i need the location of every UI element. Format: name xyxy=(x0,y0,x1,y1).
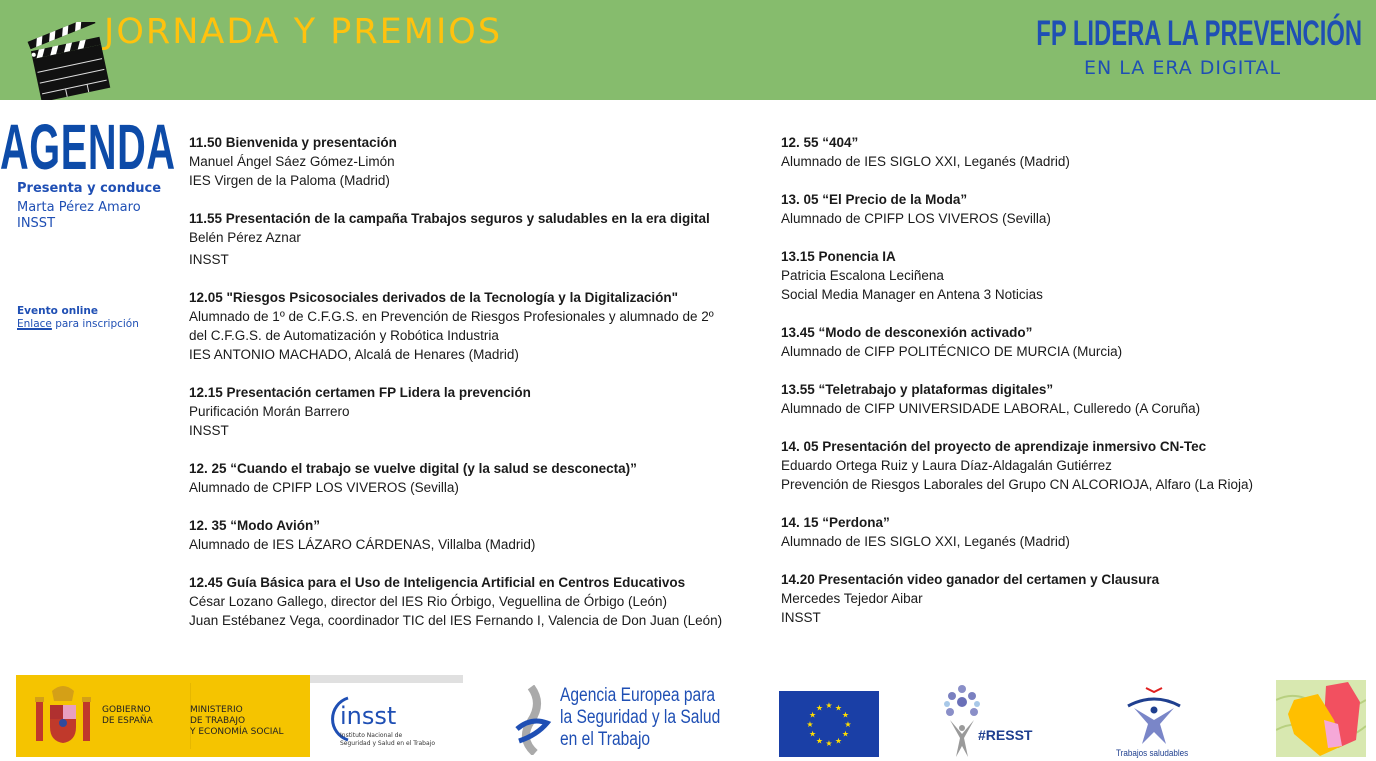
insst-wordmark: insst xyxy=(340,702,397,730)
agenda-item xyxy=(781,133,1341,171)
agenda-item-detail: Belén Pérez Aznar xyxy=(189,230,301,245)
agenda-item-detail: Patricia Escalona Leciñena xyxy=(781,268,944,283)
insst-logo-bar xyxy=(310,675,463,683)
footer-logos xyxy=(0,670,1376,757)
eu-star-icon: ★ xyxy=(825,739,833,748)
agenda-item-title: 12. 55 “404” xyxy=(781,135,859,150)
eu-star-icon: ★ xyxy=(808,710,817,720)
agenda-item-detail: Alumnado de CIFP POLITÉCNICO DE MURCIA (Murcia) xyxy=(781,344,1123,359)
agenda-column-left xyxy=(189,133,759,649)
agenda-item-title: 13.15 Ponencia IA xyxy=(781,249,896,264)
agenda-item xyxy=(189,383,759,440)
eu-star-icon: ★ xyxy=(841,729,850,739)
agenda-item-detail: IES ANTONIO MACHADO, Alcalá de Henares (Madrid) xyxy=(189,347,519,362)
agenda-item-title: 11.55 Presentación de la campaña Trabajos seguros y saludables en la era digital xyxy=(189,211,710,226)
host-org: INSST xyxy=(17,216,56,231)
agenda-item xyxy=(781,437,1341,494)
agenda-item-detail: Mercedes Tejedor Aibar xyxy=(781,591,923,606)
header-banner xyxy=(0,0,1376,100)
agenda-item-title: 14. 05 Presentación del proyecto de aprendizaje inmersivo CN-Tec xyxy=(781,439,1207,454)
agenda-item-title: 14. 15 “Perdona” xyxy=(781,515,890,530)
trabajos-saludables-text: Trabajos saludables xyxy=(1116,748,1189,758)
agenda-heading: AGENDA xyxy=(0,111,176,183)
agenda-item-detail: Social Media Manager en Antena 3 Noticias xyxy=(781,287,1043,302)
trabajos-saludables-icon xyxy=(1124,684,1184,746)
eu-star-icon: ★ xyxy=(834,703,843,713)
eu-star-icon: ★ xyxy=(825,701,833,710)
eu-star-icon: ★ xyxy=(841,710,850,720)
agenda-item xyxy=(781,323,1341,361)
insst-subtitle: Instituto Nacional de Seguridad y Salud en el Trabajo xyxy=(340,732,435,747)
clapperboard-icon xyxy=(22,22,112,100)
event-title: JORNADA Y PREMIOS xyxy=(104,12,503,52)
gobierno-text: GOBIERNO DE ESPAÑA xyxy=(102,705,153,726)
agenda-item xyxy=(781,570,1341,627)
agenda-item xyxy=(781,513,1341,551)
agenda-item-detail: Alumnado de 1º de C.F.G.S. en Prevención de Riesgos Profesionales y alumnado de 2º xyxy=(189,309,714,324)
eu-star-icon: ★ xyxy=(815,703,824,713)
agenda-item-title: 12.05 "Riesgos Psicosociales derivados de la Tecnología y la Digitalización" xyxy=(189,290,678,305)
eu-osha-text: Agencia Europea para la Seguridad y la Salud en el Trabajo xyxy=(560,685,721,750)
registration-row xyxy=(17,318,139,330)
agenda-item-detail: del C.F.G.S. de Automatización y Robótica Industria xyxy=(189,328,499,343)
agenda-item-detail: Purificación Morán Barrero xyxy=(189,404,350,419)
host-label: Presenta y conduce xyxy=(17,181,162,196)
host-name: Marta Pérez Amaro xyxy=(17,200,141,215)
agenda-item-detail: César Lozano Gallego, director del IES Rio Órbigo, Veguellina de Órbigo (León) xyxy=(189,594,668,609)
gobierno-espana-logo xyxy=(16,675,310,757)
eu-star-icon: ★ xyxy=(808,729,817,739)
eu-star-icon: ★ xyxy=(834,736,843,746)
agenda-item-title: 12. 25 “Cuando el trabajo se vuelve digital (y la salud se desconecta)” xyxy=(189,461,637,476)
registration-link-suffix: para inscripción xyxy=(51,318,139,330)
agenda-item xyxy=(781,190,1341,228)
resst-text: #RESST xyxy=(978,727,1033,743)
agenda-item xyxy=(189,516,759,554)
agenda-item xyxy=(189,209,759,269)
agenda-item-detail: INSST xyxy=(189,423,229,438)
agenda-item-title: 13.55 “Teletrabajo y plataformas digitales” xyxy=(781,382,1054,397)
eu-flag-logo xyxy=(779,691,879,757)
agenda-item xyxy=(189,459,759,497)
agenda-item-title: 12.15 Presentación certamen FP Lidera la prevención xyxy=(189,385,531,400)
eu-osha-icon xyxy=(513,685,553,755)
agenda-item-detail: Alumnado de CIFP UNIVERSIDADE LABORAL, Culleredo (A Coruña) xyxy=(781,401,1201,416)
agenda-item-detail: Alumnado de IES SIGLO XXI, Leganés (Madrid) xyxy=(781,534,1070,549)
agenda-item-detail: Juan Estébanez Vega, coordinador TIC del IES Fernando I, Valencia de Don Juan (León) xyxy=(189,613,723,628)
agenda-item-detail: Prevención de Riesgos Laborales del Grupo CN ALCORIOJA, Alfaro (La Rioja) xyxy=(781,477,1253,492)
campaign-subtitle: EN LA ERA DIGITAL xyxy=(1084,57,1282,79)
agenda-item-detail: Alumnado de IES LÁZARO CÁRDENAS, Villalba (Madrid) xyxy=(189,537,536,552)
agenda-item xyxy=(781,247,1341,304)
agenda-item-title: 12. 35 “Modo Avión” xyxy=(189,518,321,533)
eu-stars-icon xyxy=(779,691,879,757)
resst-tree-icon xyxy=(942,684,982,757)
agenda-item-title: 13.45 “Modo de desconexión activado” xyxy=(781,325,1033,340)
campaign-heart-logo xyxy=(1276,680,1366,757)
eu-star-icon: ★ xyxy=(815,736,824,746)
agenda-item-detail: IES Virgen de la Paloma (Madrid) xyxy=(189,173,390,188)
agenda-item-detail: Alumnado de CPIFP LOS VIVEROS (Sevilla) xyxy=(781,211,1051,226)
agenda-item-detail: INSST xyxy=(189,252,229,267)
agenda-item-detail: INSST xyxy=(781,610,821,625)
eu-star-icon: ★ xyxy=(806,720,814,729)
agenda-item-detail: Manuel Ángel Sáez Gómez-Limón xyxy=(189,154,395,169)
event-mode-label: Evento online xyxy=(17,305,98,317)
agenda-item-detail: Alumnado de CPIFP LOS VIVEROS (Sevilla) xyxy=(189,480,459,495)
agenda-item xyxy=(189,573,759,630)
agenda-column-right xyxy=(781,133,1341,646)
agenda-item-detail: Alumnado de IES SIGLO XXI, Leganés (Madrid) xyxy=(781,154,1070,169)
agenda-item xyxy=(189,288,759,364)
agenda-item-detail: Eduardo Ortega Ruiz y Laura Díaz-Aldagalán Gutiérrez xyxy=(781,458,1112,473)
agenda-item-title: 12.45 Guía Básica para el Uso de Inteligencia Artificial en Centros Educativos xyxy=(189,575,686,590)
agenda-item-title: 11.50 Bienvenida y presentación xyxy=(189,135,397,150)
agenda-item-title: 14.20 Presentación video ganador del certamen y Clausura xyxy=(781,572,1160,587)
ministerio-text: MINISTERIO DE TRABAJO Y ECONOMÍA SOCIAL xyxy=(190,705,284,737)
campaign-title: FP LIDERA LA PREVENCIÓN xyxy=(1036,14,1362,53)
coat-of-arms-icon xyxy=(32,683,94,749)
agenda-item xyxy=(189,133,759,190)
registration-link[interactable]: Enlace xyxy=(17,318,52,330)
eu-star-icon: ★ xyxy=(844,720,852,729)
agenda-item xyxy=(781,380,1341,418)
agenda-item-title: 13. 05 “El Precio de la Moda” xyxy=(781,192,968,207)
